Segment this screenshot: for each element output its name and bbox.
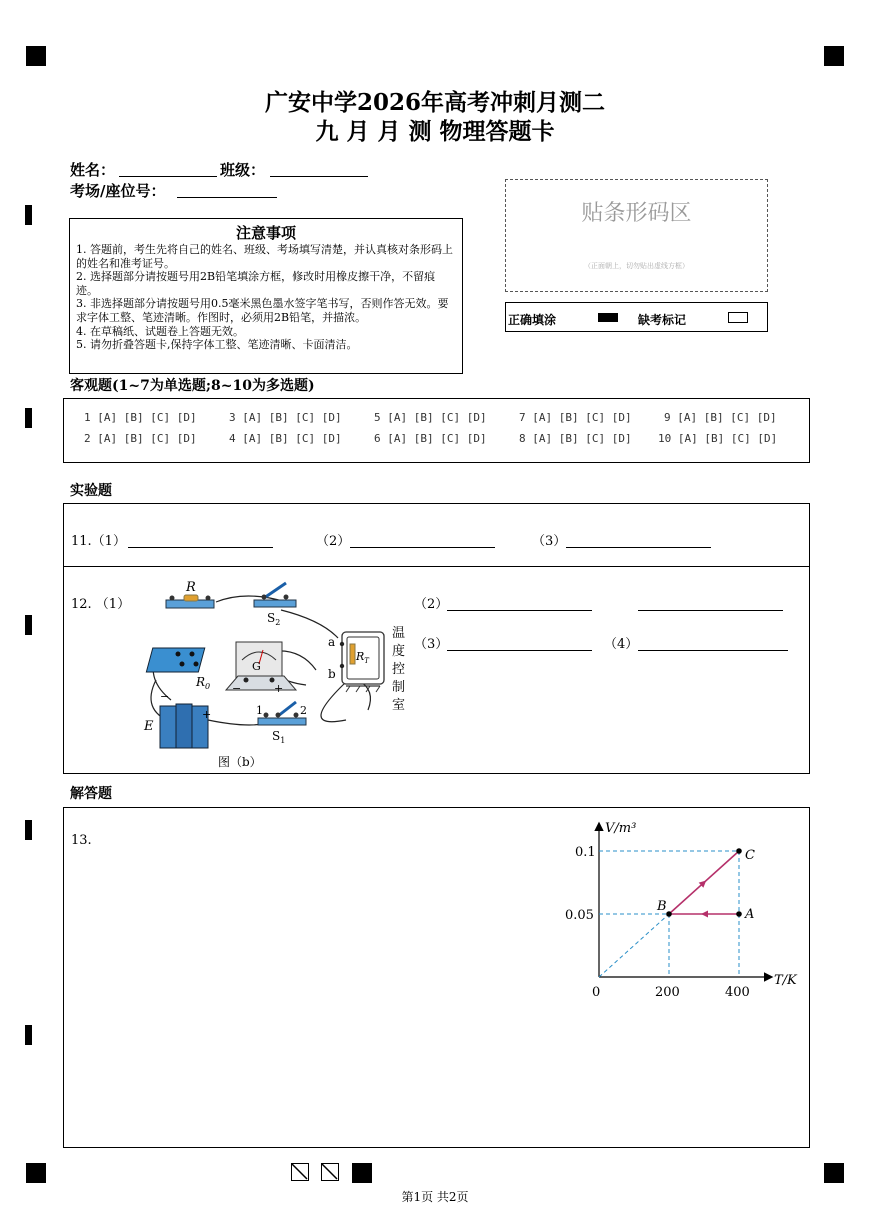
q12-part4-label: （4） [604,637,639,652]
q11-part3-label: （3） [532,534,567,549]
mc-number: 1 [84,411,91,424]
vt-graph [559,816,809,1011]
class-label: 班级： [220,161,266,179]
battery-e [160,704,208,748]
mc-number: 4 [229,432,236,445]
y-tick-0.1: 0.1 [575,845,596,860]
q12-answer-2a[interactable] [447,610,592,611]
experiment-box [63,503,810,774]
point-A [736,911,742,917]
label-a: a [328,635,336,649]
label-e: E [144,719,154,734]
label-g: G [252,660,261,673]
corner-mark-top-right [824,46,844,66]
page-code-filled [352,1163,372,1183]
label-r0-main: R [196,675,206,689]
rheostat-r [166,595,214,608]
corner-mark-bottom-left [26,1163,46,1183]
mc-options[interactable]: [A] [B] [C] [D] [242,411,342,424]
label-s2-sub: 2 [275,618,281,627]
divider [64,566,809,567]
q12-answer-2b[interactable] [638,610,783,611]
label-s2-main: S [267,611,276,625]
label-r0-sub: 0 [205,682,211,691]
corner-mark-bottom-right [824,1163,844,1183]
mc-number: 5 [374,411,381,424]
mc-options[interactable]: [A] [B] [C] [D] [677,411,777,424]
fill-legend [505,302,768,332]
corner-mark-top-left [26,46,46,66]
chamber-char: 制 [392,680,406,695]
page-title: 广安中学2026年高考冲刺月测二 [264,89,605,116]
mc-options[interactable]: [A] [B] [C] [D] [532,432,632,445]
q11-answer-2[interactable] [350,547,495,548]
switch-s2 [254,583,296,607]
galvo-plus: + [274,682,284,695]
experiment-heading: 实验题 [70,483,112,499]
label-rt-main: R [356,650,365,663]
barcode-note: （正面朝上，切勿贴出虚线方框） [584,262,689,270]
series-arrow-A→B [701,911,708,918]
mc-question[interactable] [664,411,777,424]
label-b: b [328,667,336,681]
absent-mark-label: 缺考标记 [638,313,687,327]
origin-label: 0 [592,985,601,1000]
page-code-box [321,1163,339,1181]
x-tick-400: 400 [725,985,750,1000]
side-mark [25,820,32,840]
notice-item: 5. 请勿折叠答题卡,保持字体工整、笔迹清晰、卡面清洁。 [76,338,358,352]
chamber-char: 温 [392,626,406,641]
label-r0 [195,675,210,691]
notice-item: 3. 非选择题部分请按题号用0.5毫米黑色墨水签字笔书写，否则作答无效。要求字体工整、笔迹清晰。作图时，必须用2B铅笔，并描浓。 [76,297,449,324]
barcode-title: 贴条形码区 [581,201,692,226]
side-mark [25,205,32,225]
figure-caption: 图（b） [218,755,262,769]
label-s1 [272,729,285,745]
chamber-label [392,626,405,713]
series-line-dashed [599,914,669,977]
circuit-diagram [146,580,421,770]
y-axis-label: V/m³ [605,821,637,836]
q11-part2-label: （2） [316,534,351,549]
galvo-minus: − [232,682,242,695]
point-label-A: A [745,907,755,922]
y-tick-0.05: 0.05 [565,908,594,923]
q12-part3-label: （3） [414,637,449,652]
mc-options[interactable]: [A] [B] [C] [D] [677,432,778,445]
mc-number: 9 [664,411,671,424]
page-subtitle: 九 月 月 测 物理答题卡 [315,118,555,145]
seat-label: 考场/座位号： [70,182,166,200]
mc-question[interactable] [229,411,342,424]
mc-number: 2 [84,432,91,445]
correct-fill-label: 正确填涂 [508,313,557,327]
q12-answer-3[interactable] [447,650,592,651]
chamber-char: 度 [392,644,406,659]
mc-number: 3 [229,411,236,424]
label-s1-pos1: 1 [256,704,263,717]
x-tick-200: 200 [655,985,680,1000]
notice-box [69,218,463,374]
q13-label: 13. [71,833,92,848]
mc-options[interactable]: [A] [B] [C] [D] [242,432,342,445]
class-field[interactable] [270,176,368,177]
name-field[interactable] [119,176,217,177]
switch-s1 [258,702,306,725]
label-s2 [267,611,280,627]
objective-heading: 客观题(1~7为单选题;8~10为多选题) [70,378,315,394]
state-points [656,848,755,922]
q12-answer-4[interactable] [638,650,788,651]
name-label: 姓名： [70,161,116,179]
solution-box[interactable] [63,807,810,1148]
q11-answer-3[interactable] [566,547,711,548]
point-B [666,911,672,917]
resistance-box-r0 [146,648,204,672]
chamber-char: 室 [392,698,406,713]
label-rt-sub: T [364,657,369,665]
q11-answer-1[interactable] [128,547,273,548]
mc-options[interactable]: [A] [B] [C] [D] [97,432,197,445]
mc-number: 8 [519,432,526,445]
battery-plus: + [202,708,212,721]
solution-heading: 解答题 [70,786,112,802]
mc-question[interactable] [519,411,632,424]
point-label-B: B [657,899,667,914]
notice-item: 2. 选择题部分请按题号用2B铅笔填涂方框，修改时用橡皮擦干净，不留痕迹。 [76,270,436,297]
mc-question[interactable] [84,411,197,424]
barcode-area [505,179,768,292]
side-mark [25,615,32,635]
mc-number: 10 [658,432,672,445]
absent-checkbox[interactable] [728,312,748,323]
mc-question[interactable] [84,432,197,445]
side-mark [25,408,32,428]
mc-question[interactable] [229,432,342,445]
label-s1-sub: 1 [280,736,286,745]
mc-options[interactable]: [A] [B] [C] [D] [387,411,487,424]
mc-question[interactable] [658,432,777,445]
x-axis-label: T/K [774,973,797,988]
q12-part2-label: （2） [414,597,449,612]
mc-options[interactable]: [A] [B] [C] [D] [387,432,487,445]
mc-number: 7 [519,411,526,424]
filled-mark-sample [598,313,618,322]
mc-number: 6 [374,432,381,445]
label-r: R [186,580,196,595]
page-code-box [291,1163,309,1181]
mc-question[interactable] [374,411,487,424]
seat-field[interactable] [177,197,277,198]
chamber-char: 控 [392,662,406,677]
mc-question[interactable] [374,432,487,445]
point-C [736,848,742,854]
side-mark [25,1025,32,1045]
q11-label: 11.（1） [71,534,126,549]
notice-title: 注意事项 [235,224,296,242]
mc-options[interactable]: [A] [B] [C] [D] [97,411,197,424]
mc-options[interactable]: [A] [B] [C] [D] [532,411,632,424]
label-s1-pos2: 2 [300,704,307,717]
notice-item: 4. 在草稿纸、试题卷上答题无效。 [76,324,244,338]
mc-question[interactable] [519,432,632,445]
notice-item: 1. 答题前，考生先将自己的姓名、班级、考场填写清楚，并认真核对条形码上的姓名和准考证号。 [76,243,453,270]
q12-label: 12. （1） [71,597,131,612]
label-s1-main: S [272,729,281,743]
page-number: 第1页 共2页 [401,1190,469,1204]
point-label-C: C [745,848,755,863]
battery-minus: − [160,690,170,703]
objective-box [63,398,810,463]
